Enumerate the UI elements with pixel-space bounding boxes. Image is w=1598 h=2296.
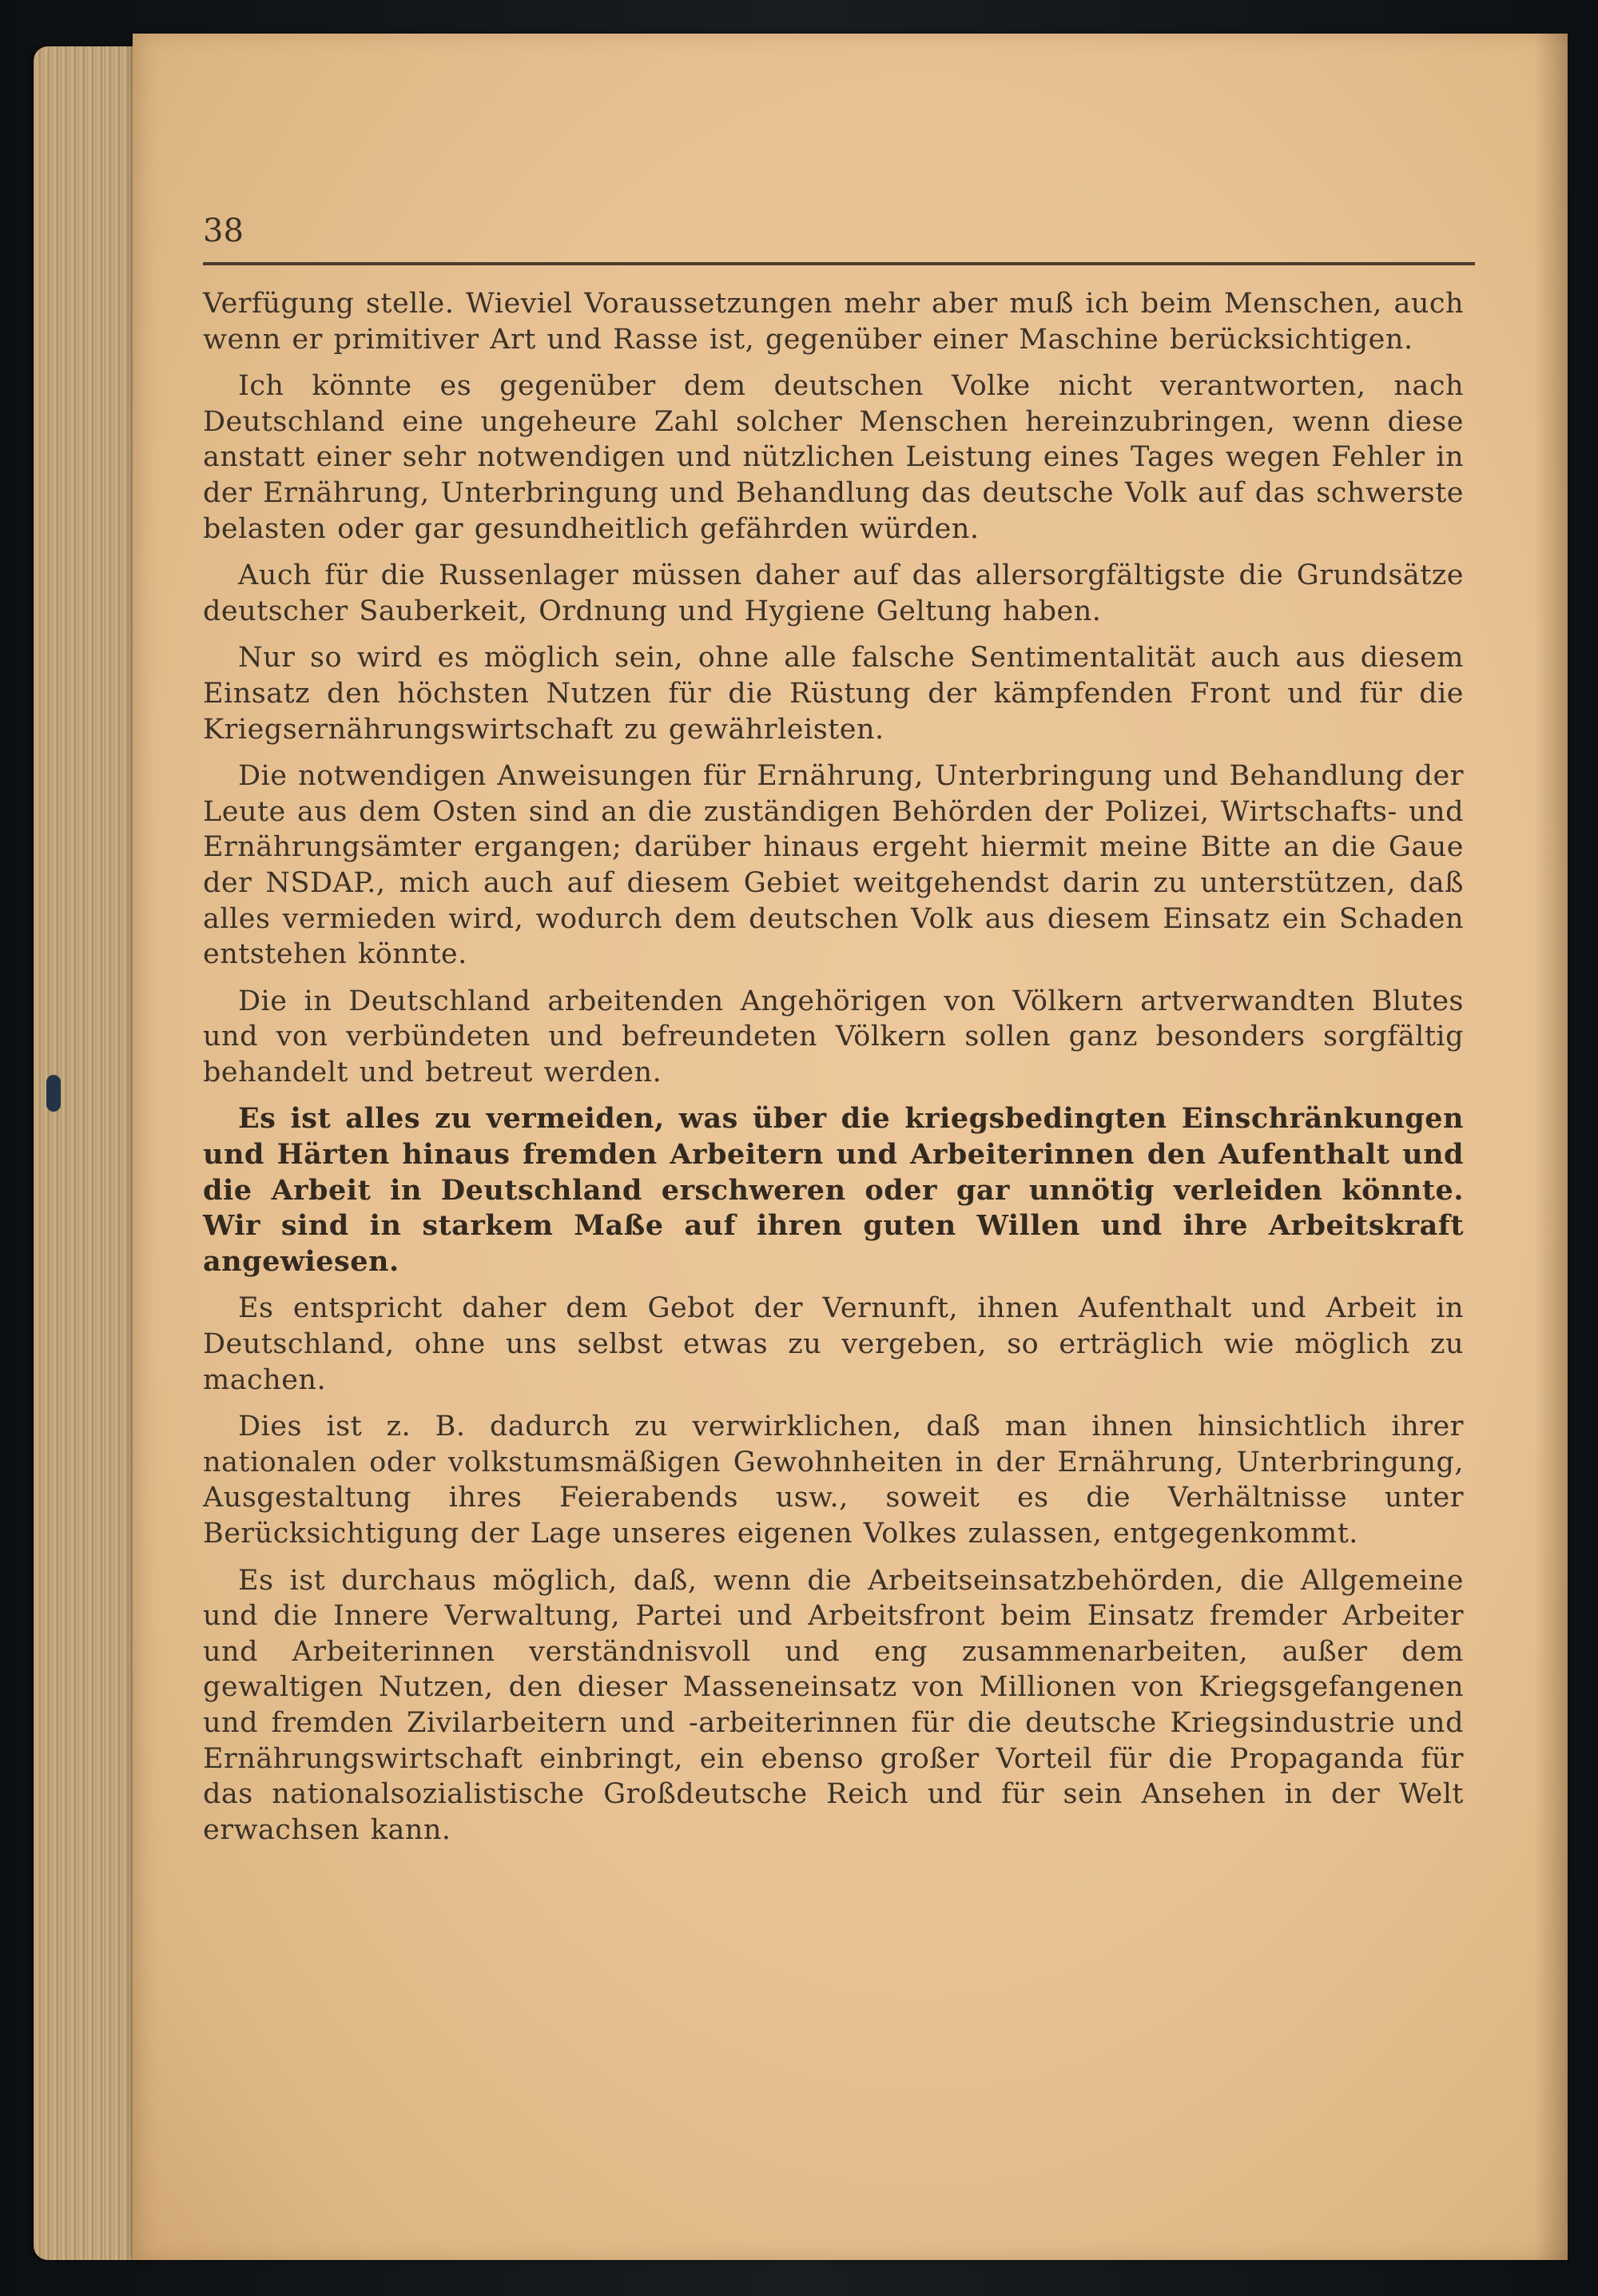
paragraph-9: Dies ist z. B. dadurch zu verwirklichen, daß man ihnen hinsichtlich ihrer nationalen oder volkstumsmäßigen Gewohnheiten in der Ernährung, Unterbringung, Ausgestaltung ihres Feierabends usw., soweit es die Verhältnisse unter Berücksichtigung der Lage unseres eigenen Volkes zulassen, entgegenkommt. <box>203 1411 1464 1550</box>
page-number: 38 <box>203 213 244 249</box>
page-header <box>203 200 1475 265</box>
paragraph-7-emphasized: Es ist alles zu vermeiden, was über die kriegsbedingten Einschränkungen und Härten hinaus fremden Arbeitern und Arbeiterinnen den Aufenthalt und die Arbeit in Deutschland erschweren oder gar unnötig verleiden könnte. Wir sind in starkem Maße auf ihren guten Willen und ihre Arbeitskraft angewiesen. <box>203 1102 1464 1278</box>
header-rule <box>203 262 1475 265</box>
paragraph-5: Die notwendigen Anweisungen für Ernährung, Unterbringung und Behandlung der Leute aus dem Osten sind an die zuständigen Behörden der Polizei, Wirtschafts- und Ernährungsämter ergangen; darüber hinaus ergeht hiermit meine Bitte an die Gaue der NSDAP., mich auch auf diesem Gebiet weitgehendst darin zu unterstützen, daß alles vermieden wird, wodurch dem deutschen Volk aus diesem Einsatz ein Schaden entstehen könnte. <box>203 760 1464 971</box>
page-gutter-shadow <box>1534 34 1568 2260</box>
paragraph-3: Auch für die Russenlager müssen daher auf das allersorgfältigste die Grundsätze deutscher Sauberkeit, Ordnung und Hygiene Geltung haben. <box>203 559 1464 627</box>
paragraph-2: Ich könnte es gegenüber dem deutschen Volke nicht verantworten, nach Deutschland eine ungeheure Zahl solcher Menschen hereinzubringen, wenn diese anstatt einer sehr notwendigen und nützlichen Leistung eines Tages wegen Fehler in der Ernährung, Unterbringung und Behandlung das deutsche Volk auf das schwerste belasten oder gar gesundheitlich gefährden würden. <box>203 370 1464 545</box>
paragraph-6: Die in Deutschland arbeitenden Angehörigen von Völkern artverwandten Blutes und von verbündeten und befreundeten Völkern sollen ganz besonders sorgfältig behandelt und betreut werden. <box>203 985 1464 1088</box>
paragraph-4: Nur so wird es möglich sein, ohne alle falsche Sentimentalität auch aus diesem Einsatz den höchsten Nutzen für die Rüstung der kämpfenden Front und für die Kriegsernährungswirtschaft zu gewährleisten. <box>203 642 1464 746</box>
paragraph-1: Verfügung stelle. Wieviel Voraussetzungen mehr aber muß ich beim Menschen, auch wenn er primitiver Art und Rasse ist, gegenüber einer Maschine berücksichtigen. <box>203 288 1464 356</box>
page-body <box>203 286 1464 1859</box>
spine-mark <box>46 1075 61 1112</box>
paragraph-10: Es ist durchaus möglich, daß, wenn die Arbeitseinsatzbehörden, die Allgemeine und die Innere Verwaltung, Partei und Arbeitsfront beim Einsatz fremder Arbeiter und Arbeiterinnen verständnisvoll und eng zusammenarbeiten, außer dem gewaltigen Nutzen, den dieser Masseneinsatz von Millionen von Kriegsgefangenen und fremden Zivilarbeitern und -arbeiterinnen für die deutsche Kriegsindustrie und Ernährungswirtschaft einbringt, ein ebenso großer Vorteil für die Propaganda für das nationalsozialistische Großdeutsche Reich und für sein Ansehen in der Welt erwachsen kann. <box>203 1564 1464 1846</box>
paragraph-8: Es entspricht daher dem Gebot der Vernunft, ihnen Aufenthalt und Arbeit in Deutschland, ohne uns selbst etwas zu vergeben, so erträglich wie möglich zu machen. <box>203 1292 1464 1396</box>
